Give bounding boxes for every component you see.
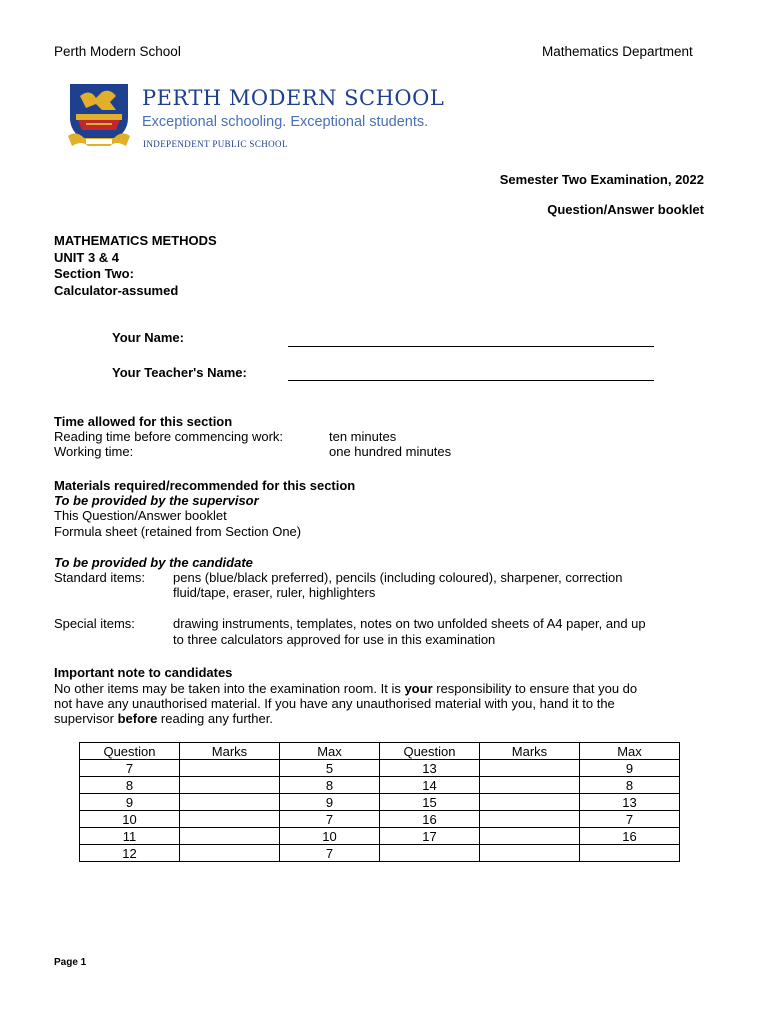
header-marks: Marks	[180, 743, 280, 760]
supervisor-heading: To be provided by the supervisor	[54, 493, 259, 508]
note-line-1	[54, 681, 637, 696]
max-cell: 16	[580, 828, 680, 845]
max-cell: 13	[580, 794, 680, 811]
exam-title: Semester Two Examination, 2022	[499, 172, 704, 187]
candidate-heading: To be provided by the candidate	[54, 555, 253, 570]
max-cell	[580, 845, 680, 862]
question-cell: 11	[80, 828, 180, 845]
note-line-2: not have any unauthorised material. If you have any unauthorised material with you, hand it to the	[54, 696, 615, 711]
note-text: supervisor	[54, 711, 118, 726]
note-line-3	[54, 711, 273, 726]
marks-cell[interactable]	[480, 845, 580, 862]
marks-cell[interactable]	[180, 828, 280, 845]
marks-cell[interactable]	[180, 811, 280, 828]
subject-name: MATHEMATICS METHODS	[54, 233, 217, 248]
school-crest-logo	[66, 80, 132, 150]
marks-cell[interactable]	[480, 777, 580, 794]
marks-cell[interactable]	[480, 760, 580, 777]
working-time-label: Working time:	[54, 444, 134, 459]
marks-cell[interactable]	[480, 811, 580, 828]
marks-cell[interactable]	[180, 777, 280, 794]
header-marks: Marks	[480, 743, 580, 760]
note-text: No other items may be taken into the examination room. It is	[54, 681, 405, 696]
table-row	[80, 760, 680, 777]
max-cell: 8	[580, 777, 680, 794]
table-row	[80, 845, 680, 862]
teacher-name-input-line[interactable]	[288, 380, 654, 381]
question-cell: 13	[380, 760, 480, 777]
note-emphasis-before: before	[117, 711, 158, 726]
name-label: Your Name:	[112, 330, 184, 345]
note-text: reading any further.	[157, 711, 273, 726]
question-cell: 9	[80, 794, 180, 811]
special-items-label: Special items:	[54, 616, 135, 631]
logo-subtitle: INDEPENDENT PUBLIC SCHOOL	[143, 139, 288, 149]
question-cell: 16	[380, 811, 480, 828]
booklet-title: Question/Answer booklet	[547, 202, 704, 217]
supervisor-item-formula: Formula sheet (retained from Section One)	[54, 524, 302, 539]
marks-cell[interactable]	[180, 794, 280, 811]
question-cell	[380, 845, 480, 862]
question-cell: 15	[380, 794, 480, 811]
header-question: Question	[80, 743, 180, 760]
question-cell: 17	[380, 828, 480, 845]
table-row	[80, 828, 680, 845]
marks-cell[interactable]	[480, 828, 580, 845]
marks-cell[interactable]	[180, 760, 280, 777]
header-right: Mathematics Department	[542, 44, 693, 59]
time-heading: Time allowed for this section	[54, 414, 233, 429]
question-cell: 12	[80, 845, 180, 862]
subject-calculator: Calculator-assumed	[54, 282, 179, 298]
max-cell: 7	[280, 811, 380, 828]
marks-table	[79, 742, 680, 862]
max-cell: 7	[580, 811, 680, 828]
header-question: Question	[380, 743, 480, 760]
marks-cell[interactable]	[180, 845, 280, 862]
reading-time-label: Reading time before commencing work:	[54, 429, 284, 444]
subject-block	[54, 233, 217, 299]
subject-unit: UNIT 3 & 4	[54, 249, 120, 265]
question-cell: 10	[80, 811, 180, 828]
header-left: Perth Modern School	[54, 44, 181, 59]
table-row	[80, 777, 680, 794]
subject-section: Section Two:	[54, 266, 134, 281]
standard-items-line1: pens (blue/black preferred), pencils (including coloured), sharpener, correction	[173, 570, 623, 585]
max-cell: 9	[280, 794, 380, 811]
question-cell: 8	[80, 777, 180, 794]
max-cell: 10	[280, 828, 380, 845]
max-cell: 5	[280, 760, 380, 777]
logo-tagline: Exceptional schooling. Exceptional students.	[142, 114, 429, 130]
header-max: Max	[280, 743, 380, 760]
standard-items-line2: fluid/tape, eraser, ruler, highlighters	[173, 585, 376, 600]
special-items-line2: to three calculators approved for use in this examination	[173, 632, 496, 647]
name-input-line[interactable]	[288, 346, 654, 347]
max-cell: 7	[280, 845, 380, 862]
teacher-name-label: Your Teacher's Name:	[112, 365, 247, 380]
max-cell: 8	[280, 777, 380, 794]
note-emphasis-your: your	[404, 681, 433, 696]
question-cell: 14	[380, 777, 480, 794]
materials-heading: Materials required/recommended for this section	[54, 478, 356, 493]
logo-school-name: PERTH MODERN SCHOOL	[142, 86, 445, 110]
question-cell: 7	[80, 760, 180, 777]
note-heading: Important note to candidates	[54, 665, 233, 680]
marks-table-header-row	[80, 743, 680, 760]
header-max: Max	[580, 743, 680, 760]
page-number: Page 1	[54, 957, 87, 968]
special-items-line1: drawing instruments, templates, notes on two unfolded sheets of A4 paper, and up	[173, 616, 646, 631]
max-cell: 9	[580, 760, 680, 777]
marks-cell[interactable]	[480, 794, 580, 811]
working-time-value: one hundred minutes	[329, 444, 452, 459]
table-row	[80, 794, 680, 811]
supervisor-item-booklet: This Question/Answer booklet	[54, 508, 227, 523]
standard-items-label: Standard items:	[54, 570, 146, 585]
reading-time-value: ten minutes	[329, 429, 397, 444]
table-row	[80, 811, 680, 828]
note-text: responsibility to ensure that you do	[432, 681, 638, 696]
